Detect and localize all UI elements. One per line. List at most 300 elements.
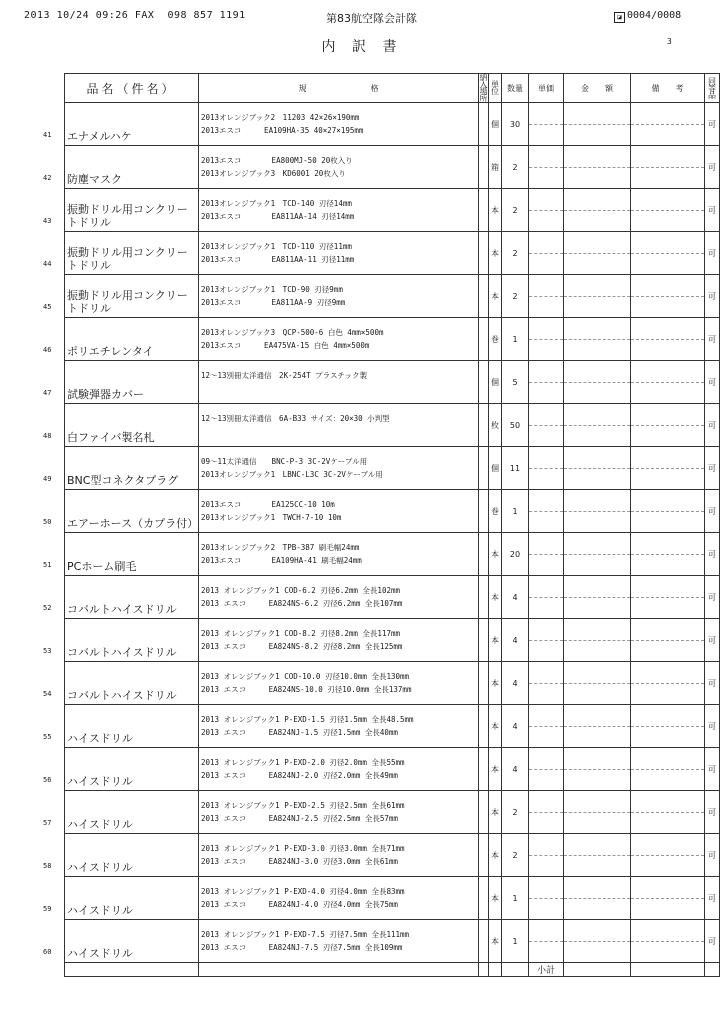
delivery-cell bbox=[479, 232, 489, 275]
spec-line: 2013 エスコ EA824NJ-2.0 刃径2.0mm 全長49mm bbox=[201, 771, 398, 780]
header-row bbox=[65, 74, 720, 103]
unit-cell: 枚 bbox=[489, 404, 502, 447]
spec-line: 2013 オレンジブック1 P-EXD-2.5 刃径2.5mm 全長61mm bbox=[201, 801, 405, 810]
price-cell bbox=[529, 103, 564, 146]
table-row bbox=[65, 103, 720, 146]
price-cell bbox=[529, 275, 564, 318]
row-number: 58 bbox=[43, 862, 52, 870]
equivalent-cell: 可 bbox=[705, 877, 720, 920]
spec-line: 12～13別冊太洋通信 6A-B33 サイズ：20×30 小判型 bbox=[201, 414, 390, 423]
price-cell bbox=[529, 662, 564, 705]
amount-cell bbox=[564, 146, 631, 189]
delivery-cell bbox=[479, 103, 489, 146]
footer-empty bbox=[199, 963, 479, 977]
item-name: ハイスドリル bbox=[67, 775, 133, 788]
delivery-cell bbox=[479, 533, 489, 576]
equivalent-cell: 可 bbox=[705, 447, 720, 490]
delivery-cell bbox=[479, 705, 489, 748]
row-number: 41 bbox=[43, 131, 52, 139]
spec-line: 2013エスコ EA800MJ-50 20枚入り bbox=[201, 156, 353, 165]
qty-cell: 1 bbox=[502, 877, 529, 920]
spec-cell bbox=[199, 748, 479, 791]
item-name-cell bbox=[43, 705, 199, 748]
item-name: ハイスドリル bbox=[67, 732, 133, 745]
row-number: 47 bbox=[43, 389, 52, 397]
amount-cell bbox=[564, 877, 631, 920]
qty-cell: 2 bbox=[502, 232, 529, 275]
item-name: 振動ドリル用コンクリートドリル bbox=[67, 203, 188, 229]
remarks-cell bbox=[631, 318, 705, 361]
price-cell bbox=[529, 447, 564, 490]
spec-line: 2013 オレンジブック1 P-EXD-7.5 刃径7.5mm 全長111mm bbox=[201, 930, 410, 939]
remarks-cell bbox=[631, 275, 705, 318]
unit-cell: 巻 bbox=[489, 490, 502, 533]
equivalent-cell: 可 bbox=[705, 318, 720, 361]
item-name-cell bbox=[43, 834, 199, 877]
remarks-cell bbox=[631, 662, 705, 705]
delivery-cell bbox=[479, 920, 489, 963]
col-equivalent: 同等品 bbox=[705, 74, 720, 103]
amount-cell bbox=[564, 920, 631, 963]
remarks-cell bbox=[631, 232, 705, 275]
price-cell bbox=[529, 877, 564, 920]
col-remarks: 備 考 bbox=[631, 74, 705, 103]
item-name: コバルトハイスドリル bbox=[67, 646, 177, 659]
equivalent-cell: 可 bbox=[705, 791, 720, 834]
remarks-cell bbox=[631, 103, 705, 146]
amount-cell bbox=[564, 490, 631, 533]
price-cell bbox=[529, 576, 564, 619]
spec-line: 2013 エスコ EA824NS-8.2 刃径8.2mm 全長125mm bbox=[201, 642, 403, 651]
qty-cell: 1 bbox=[502, 318, 529, 361]
footer-empty bbox=[489, 963, 502, 977]
spec-line: 2013 エスコ EA824NS-6.2 刃径6.2mm 全長107mm bbox=[201, 599, 403, 608]
spec-line: 2013オレンジブック1 TCD-90 刃径9mm bbox=[201, 285, 343, 294]
spec-cell bbox=[199, 877, 479, 920]
delivery-cell bbox=[479, 662, 489, 705]
table-row bbox=[65, 404, 720, 447]
spec-line: 2013 オレンジブック1 P-EXD-4.0 刃径4.0mm 全長83mm bbox=[201, 887, 405, 896]
table-row bbox=[65, 791, 720, 834]
amount-cell bbox=[564, 662, 631, 705]
table-row bbox=[65, 490, 720, 533]
equivalent-cell: 可 bbox=[705, 146, 720, 189]
item-name: 防塵マスク bbox=[67, 173, 122, 186]
spec-line: 2013オレンジブック1 TWCH-7-10 10m bbox=[201, 513, 342, 522]
item-name-cell bbox=[43, 447, 199, 490]
table-row bbox=[65, 361, 720, 404]
table-row bbox=[65, 189, 720, 232]
table-row bbox=[65, 705, 720, 748]
item-name-cell bbox=[43, 103, 199, 146]
spec-line: 2013エスコ EA109HA-41 刷毛幅24mm bbox=[201, 556, 362, 565]
equivalent-cell: 可 bbox=[705, 533, 720, 576]
spec-line: 2013エスコ EA125CC-10 10m bbox=[201, 500, 335, 509]
spec-line: 2013 エスコ EA824NJ-7.5 刃径7.5mm 全長109mm bbox=[201, 943, 403, 952]
spec-line: 2013 エスコ EA824NS-10.0 刃径10.0mm 全長137mm bbox=[201, 685, 412, 694]
item-name: エナメルハケ bbox=[67, 130, 132, 143]
qty-cell: 2 bbox=[502, 834, 529, 877]
footer-empty bbox=[631, 963, 705, 977]
equivalent-cell: 可 bbox=[705, 619, 720, 662]
row-number: 48 bbox=[43, 432, 52, 440]
spec-line: 2013 オレンジブック1 COD-8.2 刃径8.2mm 全長117mm bbox=[201, 629, 400, 638]
breakdown-table bbox=[43, 73, 720, 977]
table-row bbox=[65, 275, 720, 318]
qty-cell: 4 bbox=[502, 662, 529, 705]
spec-line bbox=[201, 425, 476, 438]
equivalent-cell: 可 bbox=[705, 662, 720, 705]
spec-line: 2013エスコ EA811AA-9 刃径9mm bbox=[201, 298, 346, 307]
spec-line: 2013オレンジブック3 QCP-500-6 白色 4mm×500m bbox=[201, 328, 384, 337]
spec-cell bbox=[199, 490, 479, 533]
item-name-cell bbox=[43, 533, 199, 576]
spec-cell bbox=[199, 275, 479, 318]
equivalent-cell: 可 bbox=[705, 748, 720, 791]
table-row bbox=[65, 533, 720, 576]
item-name: PCホーム刷毛 bbox=[67, 560, 137, 573]
price-cell bbox=[529, 748, 564, 791]
spec-line: 2013 エスコ EA824NJ-1.5 刃径1.5mm 全長40mm bbox=[201, 728, 398, 737]
amount-cell bbox=[564, 103, 631, 146]
row-number: 51 bbox=[43, 561, 52, 569]
delivery-cell bbox=[479, 619, 489, 662]
unit-cell: 本 bbox=[489, 662, 502, 705]
spec-line: 2013エスコ EA109HA-35 40×27×195mm bbox=[201, 126, 364, 135]
table-row bbox=[65, 447, 720, 490]
qty-cell: 4 bbox=[502, 748, 529, 791]
equivalent-cell: 可 bbox=[705, 920, 720, 963]
delivery-cell bbox=[479, 404, 489, 447]
footer-empty bbox=[502, 963, 529, 977]
qty-cell: 2 bbox=[502, 275, 529, 318]
unit-cell: 本 bbox=[489, 533, 502, 576]
remarks-cell bbox=[631, 834, 705, 877]
equivalent-cell: 可 bbox=[705, 490, 720, 533]
amount-cell bbox=[564, 705, 631, 748]
spec-line: 2013 オレンジブック1 P-EXD-3.0 刃径3.0mm 全長71mm bbox=[201, 844, 405, 853]
item-name-cell bbox=[43, 275, 199, 318]
qty-cell: 5 bbox=[502, 361, 529, 404]
table-row bbox=[65, 232, 720, 275]
table-row bbox=[65, 576, 720, 619]
item-name: ハイスドリル bbox=[67, 818, 133, 831]
spec-line: 2013 オレンジブック1 COD-10.0 刃径10.0mm 全長130mm bbox=[201, 672, 410, 681]
delivery-cell bbox=[479, 318, 489, 361]
spec-line: 2013エスコ EA811AA-14 刃径14mm bbox=[201, 212, 355, 221]
spec-cell bbox=[199, 447, 479, 490]
item-name: 振動ドリル用コンクリートドリル bbox=[67, 246, 188, 272]
amount-cell bbox=[564, 404, 631, 447]
col-name: 品名（件名） bbox=[65, 74, 199, 103]
item-name-cell bbox=[43, 877, 199, 920]
remarks-cell bbox=[631, 533, 705, 576]
qty-cell: 11 bbox=[502, 447, 529, 490]
item-name: BNC型コネクタプラグ bbox=[67, 474, 179, 487]
delivery-cell bbox=[479, 490, 489, 533]
amount-cell bbox=[564, 361, 631, 404]
item-name: 試験弾器カバー bbox=[67, 388, 144, 401]
item-name-cell bbox=[43, 232, 199, 275]
unit-cell: 本 bbox=[489, 920, 502, 963]
unit-cell: 個 bbox=[489, 447, 502, 490]
price-cell bbox=[529, 920, 564, 963]
unit-cell: 個 bbox=[489, 361, 502, 404]
spec-cell bbox=[199, 920, 479, 963]
spec-cell bbox=[199, 705, 479, 748]
unit-cell: 本 bbox=[489, 189, 502, 232]
unit-cell: 箱 bbox=[489, 146, 502, 189]
remarks-cell bbox=[631, 748, 705, 791]
spec-cell bbox=[199, 404, 479, 447]
spec-line: 2013 オレンジブック1 COD-6.2 刃径6.2mm 全長102mm bbox=[201, 586, 400, 595]
item-name-cell bbox=[43, 404, 199, 447]
item-name-cell bbox=[43, 146, 199, 189]
remarks-cell bbox=[631, 189, 705, 232]
unit-cell: 本 bbox=[489, 791, 502, 834]
row-number: 50 bbox=[43, 518, 52, 526]
delivery-cell bbox=[479, 189, 489, 232]
table-row bbox=[65, 834, 720, 877]
qty-cell: 30 bbox=[502, 103, 529, 146]
item-name: ポリエチレンタイ bbox=[67, 345, 154, 358]
remarks-cell bbox=[631, 490, 705, 533]
item-name: コバルトハイスドリル bbox=[67, 689, 177, 702]
row-number: 59 bbox=[43, 905, 52, 913]
qty-cell: 2 bbox=[502, 146, 529, 189]
qty-cell: 4 bbox=[502, 619, 529, 662]
table-row bbox=[65, 619, 720, 662]
price-cell bbox=[529, 791, 564, 834]
organization-name: 第83航空隊会計隊 bbox=[326, 12, 417, 25]
row-number: 44 bbox=[43, 260, 52, 268]
amount-cell bbox=[564, 447, 631, 490]
qty-cell: 4 bbox=[502, 576, 529, 619]
equivalent-cell: 可 bbox=[705, 404, 720, 447]
spec-line: 2013オレンジブック3 KD6001 20枚入り bbox=[201, 169, 346, 178]
col-spec: 規 格 bbox=[199, 74, 479, 103]
price-cell bbox=[529, 490, 564, 533]
table-row bbox=[65, 146, 720, 189]
spec-line: 2013エスコ EA811AA-11 刃径11mm bbox=[201, 255, 355, 264]
equivalent-cell: 可 bbox=[705, 705, 720, 748]
price-cell bbox=[529, 189, 564, 232]
spec-cell bbox=[199, 619, 479, 662]
amount-cell bbox=[564, 533, 631, 576]
amount-cell bbox=[564, 619, 631, 662]
row-number: 46 bbox=[43, 346, 52, 354]
col-price: 単価 bbox=[529, 74, 564, 103]
footer-empty bbox=[479, 963, 489, 977]
item-name: ハイスドリル bbox=[67, 947, 133, 960]
remarks-cell bbox=[631, 619, 705, 662]
price-cell bbox=[529, 361, 564, 404]
amount-cell bbox=[564, 791, 631, 834]
row-number: 55 bbox=[43, 733, 52, 741]
table-row bbox=[65, 920, 720, 963]
price-cell bbox=[529, 619, 564, 662]
col-qty: 数量 bbox=[502, 74, 529, 103]
table-row bbox=[65, 662, 720, 705]
row-number: 53 bbox=[43, 647, 52, 655]
spec-line: 2013 エスコ EA824NJ-4.0 刃径4.0mm 全長75mm bbox=[201, 900, 398, 909]
row-number: 43 bbox=[43, 217, 52, 225]
equivalent-cell: 可 bbox=[705, 275, 720, 318]
amount-cell bbox=[564, 232, 631, 275]
unit-cell: 本 bbox=[489, 834, 502, 877]
price-cell bbox=[529, 533, 564, 576]
table-row bbox=[65, 318, 720, 361]
delivery-cell bbox=[479, 834, 489, 877]
remarks-cell bbox=[631, 447, 705, 490]
page-counter bbox=[614, 10, 681, 23]
spec-cell bbox=[199, 318, 479, 361]
spec-cell bbox=[199, 791, 479, 834]
qty-cell: 2 bbox=[502, 791, 529, 834]
item-name-cell bbox=[43, 920, 199, 963]
unit-cell: 本 bbox=[489, 705, 502, 748]
delivery-cell bbox=[479, 877, 489, 920]
row-number: 56 bbox=[43, 776, 52, 784]
footer-row bbox=[65, 963, 720, 977]
remarks-cell bbox=[631, 576, 705, 619]
remarks-cell bbox=[631, 404, 705, 447]
subtotal-label: 小計 bbox=[529, 963, 564, 977]
row-number: 45 bbox=[43, 303, 52, 311]
qty-cell: 2 bbox=[502, 189, 529, 232]
row-number: 49 bbox=[43, 475, 52, 483]
col-amount: 金 額 bbox=[564, 74, 631, 103]
row-number: 52 bbox=[43, 604, 52, 612]
amount-cell bbox=[564, 748, 631, 791]
price-cell bbox=[529, 318, 564, 361]
spec-line: 2013オレンジブック1 TCD-110 刃径11mm bbox=[201, 242, 352, 251]
amount-cell bbox=[564, 318, 631, 361]
row-number: 54 bbox=[43, 690, 52, 698]
unit-cell: 本 bbox=[489, 576, 502, 619]
page-counter-text: 0004/0008 bbox=[627, 10, 682, 21]
table-row bbox=[65, 748, 720, 791]
item-name: 振動ドリル用コンクリートドリル bbox=[67, 289, 188, 315]
item-name-cell bbox=[43, 619, 199, 662]
spec-line: 2013 オレンジブック1 P-EXD-2.0 刃径2.0mm 全長55mm bbox=[201, 758, 405, 767]
delivery-cell bbox=[479, 275, 489, 318]
amount-cell bbox=[564, 834, 631, 877]
item-name-cell bbox=[43, 490, 199, 533]
price-cell bbox=[529, 705, 564, 748]
price-cell bbox=[529, 834, 564, 877]
item-name-cell bbox=[43, 576, 199, 619]
unit-cell: 巻 bbox=[489, 318, 502, 361]
qty-cell: 20 bbox=[502, 533, 529, 576]
delivery-cell bbox=[479, 576, 489, 619]
spec-line: 2013オレンジブック2 TPB-387 刷毛幅24mm bbox=[201, 543, 360, 552]
equivalent-cell: 可 bbox=[705, 103, 720, 146]
delivery-cell bbox=[479, 791, 489, 834]
item-name: コバルトハイスドリル bbox=[67, 603, 177, 616]
equivalent-cell: 可 bbox=[705, 232, 720, 275]
spec-line: 2013 オレンジブック1 P-EXD-1.5 刃径1.5mm 全長48.5mm bbox=[201, 715, 414, 724]
remarks-cell bbox=[631, 920, 705, 963]
equivalent-cell: 可 bbox=[705, 361, 720, 404]
amount-cell bbox=[564, 576, 631, 619]
col-narrow: 納入場所 bbox=[479, 73, 488, 103]
delivery-cell bbox=[479, 748, 489, 791]
unit-cell: 本 bbox=[489, 619, 502, 662]
spec-cell bbox=[199, 662, 479, 705]
sheet-number: 3 bbox=[667, 37, 672, 46]
footer-empty bbox=[65, 963, 199, 977]
spec-line: 2013 エスコ EA824NJ-3.0 刃径3.0mm 全長61mm bbox=[201, 857, 398, 866]
table-row bbox=[65, 877, 720, 920]
equivalent-cell: 可 bbox=[705, 576, 720, 619]
spec-cell bbox=[199, 834, 479, 877]
item-name-cell bbox=[43, 318, 199, 361]
amount-cell bbox=[564, 189, 631, 232]
fax-page-icon: ◪ bbox=[614, 12, 625, 23]
spec-cell bbox=[199, 189, 479, 232]
remarks-cell bbox=[631, 361, 705, 404]
remarks-cell bbox=[631, 877, 705, 920]
table-body bbox=[43, 103, 720, 963]
price-cell bbox=[529, 232, 564, 275]
unit-cell: 本 bbox=[489, 275, 502, 318]
spec-line: 2013エスコ EA475VA-15 白色 4mm×500m bbox=[201, 341, 370, 350]
spec-cell bbox=[199, 533, 479, 576]
unit-cell: 本 bbox=[489, 748, 502, 791]
row-number: 57 bbox=[43, 819, 52, 827]
delivery-cell bbox=[479, 361, 489, 404]
subtotal-amount bbox=[564, 963, 631, 977]
unit-cell: 本 bbox=[489, 877, 502, 920]
item-name-cell bbox=[43, 662, 199, 705]
remarks-cell bbox=[631, 791, 705, 834]
qty-cell: 1 bbox=[502, 920, 529, 963]
spec-line: 2013オレンジブック1 LBNC-L3C 3C-2Vケーブル用 bbox=[201, 470, 383, 479]
item-name-cell bbox=[43, 361, 199, 404]
unit-cell: 個 bbox=[489, 103, 502, 146]
spec-line: 2013オレンジブック2 11203 42×26×190mm bbox=[201, 113, 360, 122]
remarks-cell bbox=[631, 705, 705, 748]
spec-cell bbox=[199, 361, 479, 404]
remarks-cell bbox=[631, 146, 705, 189]
fax-header: 2013 10/24 09:26 FAX 098 857 1191 bbox=[24, 10, 246, 21]
spec-line: 2013 エスコ EA824NJ-2.5 刃径2.5mm 全長57mm bbox=[201, 814, 398, 823]
page-title: 内 訳 書 bbox=[321, 39, 403, 55]
qty-cell: 50 bbox=[502, 404, 529, 447]
spec-cell bbox=[199, 146, 479, 189]
row-number: 60 bbox=[43, 948, 52, 956]
item-name: エアーホース（カプラ付） bbox=[67, 517, 199, 530]
footer-empty bbox=[705, 963, 720, 977]
spec-line: 12～13別冊太洋通信 2K-254T プラスチック製 bbox=[201, 371, 368, 380]
delivery-cell bbox=[479, 146, 489, 189]
spec-line bbox=[201, 382, 476, 395]
spec-line: 2013オレンジブック1 TCD-140 刃径14mm bbox=[201, 199, 352, 208]
equivalent-cell: 可 bbox=[705, 189, 720, 232]
qty-cell: 4 bbox=[502, 705, 529, 748]
unit-cell: 本 bbox=[489, 232, 502, 275]
spec-cell bbox=[199, 232, 479, 275]
item-name: ハイスドリル bbox=[67, 904, 133, 917]
item-name-cell bbox=[43, 189, 199, 232]
amount-cell bbox=[564, 275, 631, 318]
item-name: 白ファイバ製名札 bbox=[67, 431, 155, 444]
item-name: ハイスドリル bbox=[67, 861, 133, 874]
item-name-cell bbox=[43, 748, 199, 791]
item-name-cell bbox=[43, 791, 199, 834]
qty-cell: 1 bbox=[502, 490, 529, 533]
